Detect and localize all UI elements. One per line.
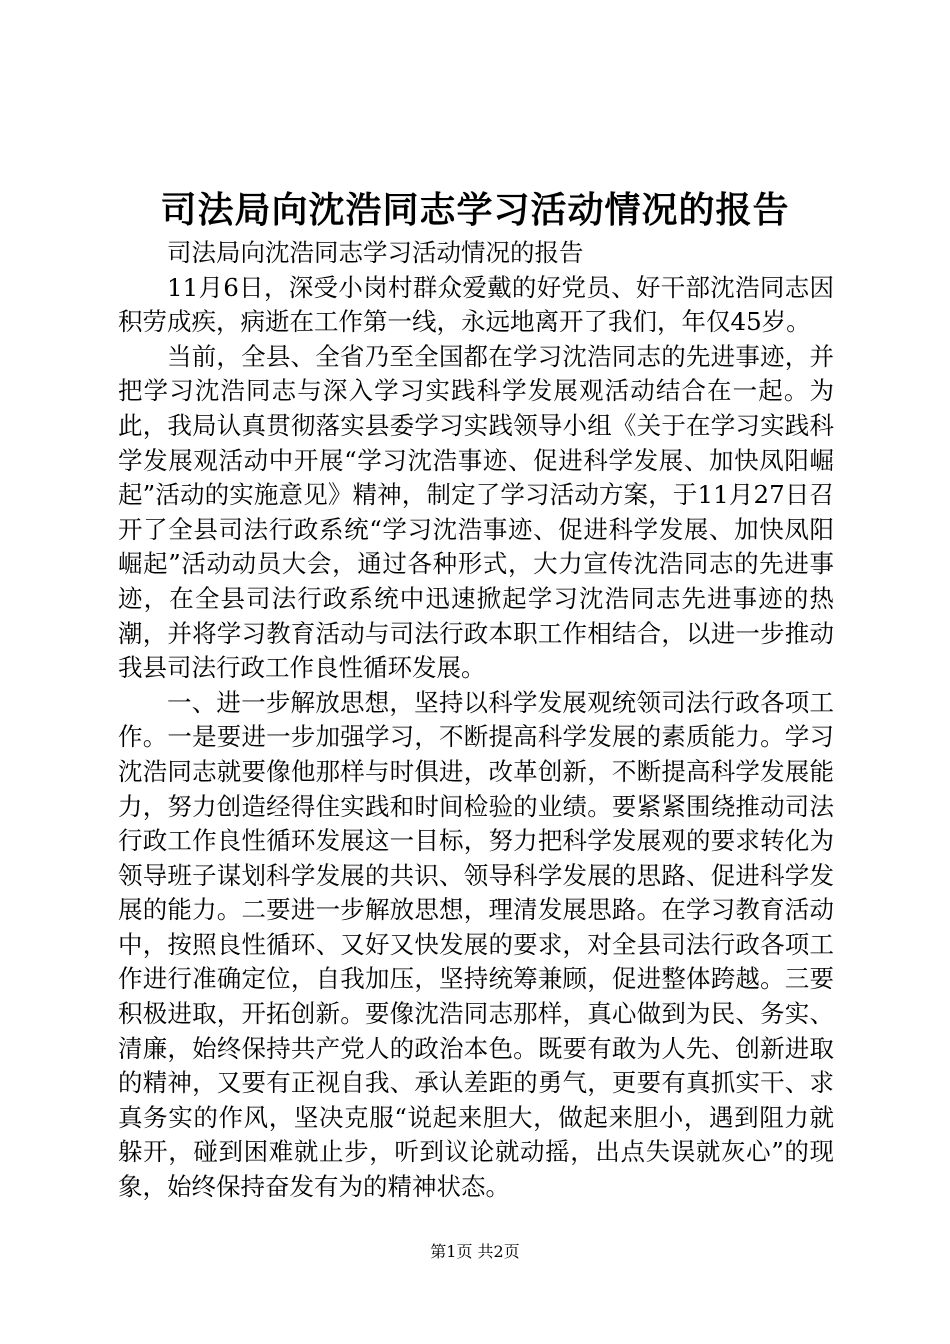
paragraph-section-one: 一、进一步解放思想，坚持以科学发展观统领司法行政各项工作。一是要进一步加强学习，不断提高科学发展的素质能力。学习沈浩同志就要像他那样与时俱进，改革创新，不断提高科学发展能力，努力创造经得住实践和时间检验的业绩。要紧紧围绕推动司法行政工作良性循环发展这一目标，努力把科学发展观的要求转化为领导班子谋划科学发展的共识、领导科学发展的思路、促进科学发展的能力。二要进一步解放思想，理清发展思路。在学习教育活动中，按照良性循环、又好又快发展的要求，对全县司法行政各项工作进行准确定位，自我加压，坚持统筹兼顾，促进整体跨越。三要积极进取，开拓创新。要像沈浩同志那样，真心做到为民、务实、清廉，始终保持共产党人的政治本色。既要有敢为人先、创新进取的精神，又要有正视自我、承认差距的勇气，更要有真抓实干、求真务实的作风，坚决克服“说起来胆大，做起来胆小，遇到阻力就躲开，碰到困难就止步，听到议论就动摇，出点失误就灰心”的现象，始终保持奋发有为的精神状态。 (118, 687, 834, 1202)
document-body (118, 236, 834, 1205)
paragraph-intro: 11月6日，深受小岗村群众爱戴的好党员、好干部沈浩同志因积劳成疾，病逝在工作第一线，永远地离开了我们，年仅45岁。 (118, 272, 834, 337)
page-number-footer: 第1页 共2页 (430, 1242, 520, 1261)
document-title: 司法局向沈浩同志学习活动情况的报告 (160, 189, 790, 231)
paragraph-subtitle: 司法局向沈浩同志学习活动情况的报告 (167, 238, 584, 267)
paragraph-background: 当前，全县、全省乃至全国都在学习沈浩同志的先进事迹，并把学习沈浩同志与深入学习实践科学发展观活动结合在一起。为此，我局认真贯彻落实县委学习实践领导小组《关于在学习实践科学发展观活动中开展“学习沈浩事迹、促进科学发展、加快凤阳崛起”活动的实施意见》精神，制定了学习活动方案，于11月27日召开了全县司法行政系统“学习沈浩事迹、促进科学发展、加快凤阳崛起”活动动员大会，通过各种形式，大力宣传沈浩同志的先进事迹，在全县司法行政系统中迅速掀起学习沈浩同志先进事迹的热潮，并将学习教育活动与司法行政本职工作相结合，以进一步推动我县司法行政工作良性循环发展。 (118, 341, 834, 683)
